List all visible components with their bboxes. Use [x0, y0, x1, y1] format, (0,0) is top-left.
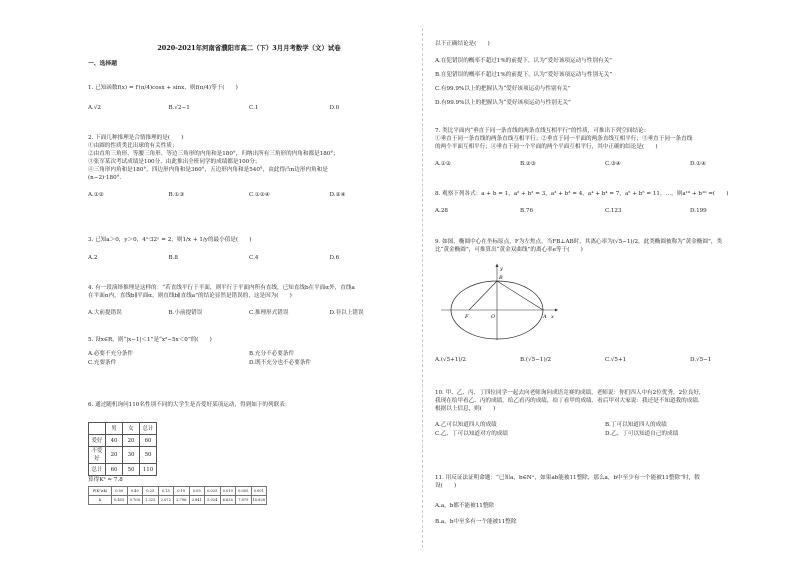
- option-b[interactable]: B.①③: [168, 192, 185, 198]
- exam-title: 2020-2021年河南省濮阳市高二（下）3月月考数学（文）试卷: [157, 44, 341, 52]
- question-2-options: [88, 191, 410, 199]
- table-cell: 不爱好: [89, 447, 106, 464]
- option-b[interactable]: B.a，b中至多有一个能被11整除: [435, 519, 517, 525]
- table-cell: 0.010: [220, 487, 236, 496]
- option-c[interactable]: C.①②④: [249, 192, 270, 198]
- question-3-stem: 3. 已知a＞0，y＞0，4ˣ·32ʸ = 2，则1/x + 1/y的最小值是( ): [88, 237, 252, 243]
- table-cell: 2.072: [158, 496, 174, 505]
- option-c[interactable]: C.推理形式错误: [249, 310, 289, 316]
- option-a[interactable]: A.在犯错误的概率不超过1%的前提下，认为“爱好该项运动与性别有关”: [435, 58, 613, 64]
- question-2: [88, 134, 410, 199]
- option-b[interactable]: B.丁可以知道四人的成绩: [605, 422, 667, 428]
- question-8: [435, 190, 775, 215]
- question-5-stem: 5. 设x∈R，则“|x−1|＜1”是“x²−5x＜0”的( ): [88, 337, 212, 343]
- table-cell: 0.40: [127, 487, 143, 496]
- option-d[interactable]: D.既不充分也不必要条件: [249, 360, 312, 366]
- question-10-line: 我现在给甲看乙、丙的成绩，给乙看丙的成绩，给丁看甲的成绩．看后甲对大家说：我还是不知道我的成绩．: [435, 398, 704, 404]
- label-a: A: [543, 314, 547, 320]
- table-cell: 10.828: [251, 496, 267, 505]
- question-9: [435, 238, 775, 254]
- option-c[interactable]: C.乙、丁可以知道对方的成绩: [435, 431, 508, 437]
- question-2-line: ①由圆的性质类比出球的有关性质；: [88, 143, 178, 149]
- table-row: [89, 487, 267, 496]
- label-b: B: [499, 275, 503, 281]
- question-4: [88, 284, 410, 317]
- question-1-stem: 1. 已知函数f(x) = f′(π/4)cosx + sinx，则f(π/4)等于( ): [88, 85, 238, 91]
- question-1: [88, 84, 410, 112]
- table-cell: 50: [140, 447, 157, 464]
- question-11-options: [435, 498, 775, 530]
- question-9-line: 9. 如图，椭圆中心在坐标原点，F为左焦点，当FB⊥AB时，其离心率为(√5−1)/2，此类椭圆被称为“黄金椭圆”，类: [435, 239, 723, 245]
- question-6: [88, 401, 410, 409]
- option-d[interactable]: D.6: [329, 255, 340, 261]
- option-d[interactable]: D.乙、丁可以知道自己的成绩: [605, 431, 679, 437]
- table-cell: 0.10: [174, 487, 190, 496]
- critical-value-table: [88, 486, 267, 505]
- question-8-options: [435, 207, 775, 215]
- question-7-line: 7. 类比平面内“垂直于同一条直线的两条直线互相平行”的性质，可推出下列空间结论：: [435, 128, 650, 134]
- table-cell: 30: [123, 447, 140, 464]
- segment-ba: [497, 281, 543, 310]
- question-10: [435, 389, 775, 439]
- option-b[interactable]: B.小前提错误: [168, 310, 203, 316]
- table-cell: 0.15: [158, 487, 174, 496]
- option-c[interactable]: C.123: [605, 208, 622, 214]
- question-2-line: (n−2)·180°．: [88, 175, 126, 181]
- table-cell: 50: [123, 464, 140, 476]
- question-3-options: [88, 254, 410, 262]
- table-cell: 2.706: [174, 496, 190, 505]
- question-11: [435, 474, 775, 530]
- table-cell: P(K²≥k): [89, 487, 112, 496]
- option-a[interactable]: A.①②: [435, 161, 451, 167]
- k2-value: 算得K² ≈ 7.8: [88, 477, 123, 483]
- table-cell: 0.455: [112, 496, 128, 505]
- option-a[interactable]: A.√2: [88, 105, 101, 111]
- left-column: [88, 0, 410, 562]
- table-cell: 0.708: [127, 496, 143, 505]
- table-row: [89, 435, 157, 447]
- question-2-line: ④三角形内角和是180°，四边形内角和是360°，五边形内角和是540°，由此得凸n边形内角和是: [88, 167, 328, 173]
- option-a[interactable]: A.大前提错误: [88, 310, 122, 316]
- option-d[interactable]: D.有99.9%以上的把握认为“爱好该项运动与性别无关”: [435, 100, 571, 106]
- question-9-options-row: [435, 356, 775, 364]
- option-b[interactable]: B.②③: [520, 161, 536, 167]
- question-6-continued: [435, 40, 775, 110]
- golden-ellipse-diagram: [439, 262, 559, 342]
- option-a[interactable]: A.①②: [88, 192, 104, 198]
- table-cell: 40: [106, 435, 123, 447]
- table-cell: 0.05: [189, 487, 205, 496]
- table-cell: 0.005: [236, 487, 252, 496]
- option-a[interactable]: A.a，b都不能被11整除: [435, 503, 495, 509]
- question-7-line: ①垂直于同一条直线的两条直线互相平行；②垂直于同一平面的两条直线互相平行；③垂直于同一条直线: [435, 136, 693, 142]
- option-b[interactable]: B.在犯错误的概率不超过1%的前提下，认为“爱好该项运动与性别无关”: [435, 72, 613, 78]
- question-3: [88, 236, 410, 262]
- option-d[interactable]: D.0: [329, 105, 340, 111]
- question-7: [435, 127, 775, 168]
- table-cell: 女: [123, 423, 140, 435]
- question-6-lead: 以下正确结论是( ): [435, 41, 490, 47]
- table-cell: k: [89, 496, 112, 505]
- table-cell: 5.024: [205, 496, 221, 505]
- table-cell: 3.841: [189, 496, 205, 505]
- table-row: [89, 423, 157, 435]
- question-1-options: [88, 104, 410, 112]
- question-5-options: [88, 350, 410, 368]
- question-8-stem: 8. 观察下列各式：a + b = 1，a² + b² = 3，a³ + b³ = 4，a⁴ + b⁴ = 7，a⁵ + b⁵ = 11，…，则a¹⁰ + b¹⁰ =( ): [435, 191, 729, 197]
- label-o: O: [491, 314, 496, 320]
- table-cell: 0.50: [112, 487, 128, 496]
- option-d[interactable]: D.√5−1: [690, 357, 712, 363]
- table-cell: 20: [123, 435, 140, 447]
- label-y: y: [500, 266, 503, 272]
- option-a[interactable]: A.2: [88, 255, 98, 261]
- option-a[interactable]: A.28: [435, 208, 448, 214]
- label-f: F: [465, 314, 469, 320]
- question-2-line: 2. 下面几种推理是合情推理的是( ): [88, 135, 184, 141]
- table-cell: 爱好: [89, 435, 106, 447]
- option-c[interactable]: C.有99.9%以上的把握认为“爱好该项运动与性别有关”: [435, 86, 571, 92]
- question-11-line: 设( ): [435, 483, 457, 489]
- section-heading: 一、选择题: [88, 61, 117, 67]
- question-6-stem: 6. 通过随机询问110名性别不同的大学生是否爱好某项运动，得到如下的列联表：: [88, 402, 291, 408]
- option-c[interactable]: C.4: [249, 255, 259, 261]
- option-c[interactable]: C.③④: [605, 161, 621, 167]
- question-5: [88, 336, 410, 368]
- table-cell: 20: [106, 447, 123, 464]
- table-cell: 0.025: [205, 487, 221, 496]
- table-cell: 男: [106, 423, 123, 435]
- table-cell: 0.25: [143, 487, 159, 496]
- label-x: x: [551, 314, 554, 320]
- question-10-line: 根据以上信息，则( ): [435, 406, 496, 412]
- question-9-line: 比“黄金椭圆”，可推算出“黄金双曲线”的离心率e等于( ): [435, 247, 583, 253]
- option-d[interactable]: D.②④: [329, 192, 346, 198]
- question-4-line: 在平面α内，直线b∥平面α，则直线b∥直线a”的结论显然是错误的，这是因为( ): [88, 293, 292, 299]
- question-6-options: [435, 54, 775, 110]
- y-axis-arrow: [496, 264, 499, 268]
- option-c[interactable]: C.充要条件: [88, 360, 117, 366]
- question-7-options: [435, 160, 775, 168]
- option-d[interactable]: D.199: [690, 208, 707, 214]
- question-9-options: [435, 356, 775, 364]
- table-cell: 60: [140, 435, 157, 447]
- table-cell: 1.323: [143, 496, 159, 505]
- option-b[interactable]: B.8: [168, 255, 178, 261]
- table-cell: 110: [140, 464, 157, 476]
- x-axis-arrow: [555, 309, 558, 312]
- table-cell: 总计: [140, 423, 157, 435]
- question-2-line: ③张军某次考试成绩是100分，由此推出全班同学的成绩都是100分；: [88, 159, 261, 165]
- option-b[interactable]: B.76: [520, 208, 534, 214]
- option-d[interactable]: D.非以上错误: [329, 310, 364, 316]
- table-cell: [89, 423, 106, 435]
- option-b[interactable]: B.√2−1: [168, 105, 190, 111]
- table-cell: 6.635: [220, 496, 236, 505]
- table-cell: 0.001: [251, 487, 267, 496]
- table-row: [89, 496, 267, 505]
- option-c[interactable]: C.√5+1: [605, 357, 627, 363]
- question-4-line: 4. 有一段演绎推理是这样的：“若直线平行于平面，则平行于平面内所有直线，已知直线b在平面α外，直线a: [88, 285, 355, 291]
- option-d[interactable]: D.①④: [690, 161, 707, 167]
- column-divider: [422, 28, 423, 548]
- question-10-options: [435, 421, 775, 439]
- option-a[interactable]: A.必要不充分条件: [88, 351, 133, 357]
- option-b[interactable]: B.充分不必要条件: [249, 351, 295, 357]
- table-cell: 7.879: [236, 496, 252, 505]
- question-2-line: ②由直角三角形、等腰三角形、等边三角形的内角和是180°，归纳出所有三角形的内角和都是180°；: [88, 151, 339, 157]
- option-a[interactable]: A.乙可以知道四人的成绩: [435, 422, 497, 428]
- question-10-line: 10. 甲、乙、丙、丁四位同学一起去向老师询问成语竞赛的成绩，老师说：你们四人中有2位优秀，2位良好，: [435, 390, 705, 396]
- option-a[interactable]: A.(√5+1)/2: [435, 357, 466, 363]
- table-cell: 60: [106, 464, 123, 476]
- table-row: [89, 464, 157, 476]
- table-cell: 总计: [89, 464, 106, 476]
- question-4-options: [88, 309, 410, 317]
- table-row: [89, 447, 157, 464]
- right-column: [435, 0, 775, 562]
- question-11-line: 11. 用反证法证明命题：“已知a，b∈N⁺，如果ab能被11整除，那么a，b中至少有一个能被11整除”时，假: [435, 475, 700, 481]
- contingency-table: [88, 422, 157, 476]
- option-b[interactable]: B.(√5−1)/2: [520, 357, 552, 363]
- question-7-line: 的两个平面互相平行；④垂直于同一个平面的两个平面互相平行，其中正确的结论是( ): [435, 144, 658, 150]
- option-c[interactable]: C.1: [249, 105, 259, 111]
